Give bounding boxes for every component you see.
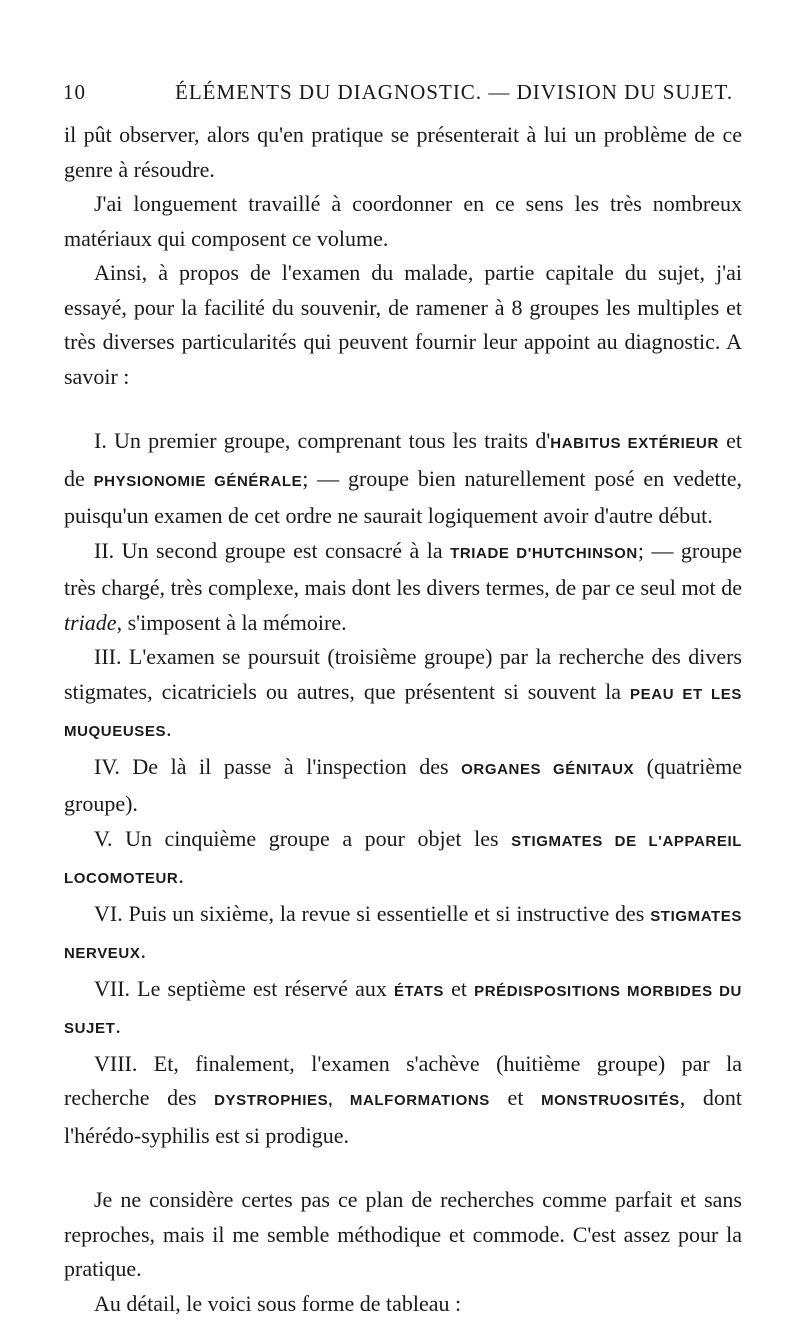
group-5: V. Un cinquième groupe a pour objet les STIGMATES DE L'APPAREIL LOCOMOTEUR. xyxy=(64,822,742,897)
spacer xyxy=(64,1153,742,1183)
group-1: I. Un premier groupe, comprenant tous les traits d'HABITUS EXTÉRIEUR et de PHYSIONOMIE GÉNÉRALE; — groupe bien naturellement posé en vedette, puisqu'un examen de cet ordre ne saurait logiquement avoir d'autre début. xyxy=(64,424,742,534)
paragraph-closing-2: Au détail, le voici sous forme de tableau : xyxy=(64,1287,742,1321)
running-header xyxy=(0,78,800,108)
group-3: III. L'examen se poursuit (troisième groupe) par la recherche des divers stigmates, cicatriciels ou autres, que présentent si souvent la PEAU ET LES MUQUEUSES. xyxy=(64,640,742,750)
page-body xyxy=(64,118,742,1321)
paragraph-intro-2: J'ai longuement travaillé à coordonner en ce sens les très nombreux matériaux qui composent ce volume. xyxy=(64,187,742,256)
group-8: VIII. Et, finalement, l'examen s'achève (huitième groupe) par la recherche des DYSTROPHIES, MALFORMATIONS et MONSTRUOSITÉS, dont l'hérédo-syphilis est si prodigue. xyxy=(64,1047,742,1154)
paragraph-intro-1: il pût observer, alors qu'en pratique se présenterait à lui un problème de ce genre à résoudre. xyxy=(64,118,742,187)
spacer xyxy=(64,394,742,424)
group-4: IV. De là il passe à l'inspection des ORGANES GÉNITAUX (quatrième groupe). xyxy=(64,750,742,822)
page-number: 10 xyxy=(63,80,86,105)
paragraph-closing-1: Je ne considère certes pas ce plan de recherches comme parfait et sans reproches, mais il me semble méthodique et commode. C'est assez pour la pratique. xyxy=(64,1183,742,1287)
paragraph-intro-3: Ainsi, à propos de l'examen du malade, partie capitale du sujet, j'ai essayé, pour la facilité du souvenir, de ramener à 8 groupes les multiples et très diverses particularités qui peuvent fournir leur appoint au diagnostic. A savoir : xyxy=(64,256,742,394)
group-2: II. Un second groupe est consacré à la TRIADE D'HUTCHINSON; — groupe très chargé, très complexe, mais dont les divers termes, de par ce seul mot de triade, s'imposent à la mémoire. xyxy=(64,534,742,641)
group-6: VI. Puis un sixième, la revue si essentielle et si instructive des STIGMATES NERVEUX. xyxy=(64,897,742,972)
running-title: ÉLÉMENTS DU DIAGNOSTIC. — DIVISION DU SUJET. xyxy=(175,80,733,105)
group-7: VII. Le septième est réservé aux ÉTATS et PRÉDISPOSITIONS MORBIDES DU SUJET. xyxy=(64,972,742,1047)
